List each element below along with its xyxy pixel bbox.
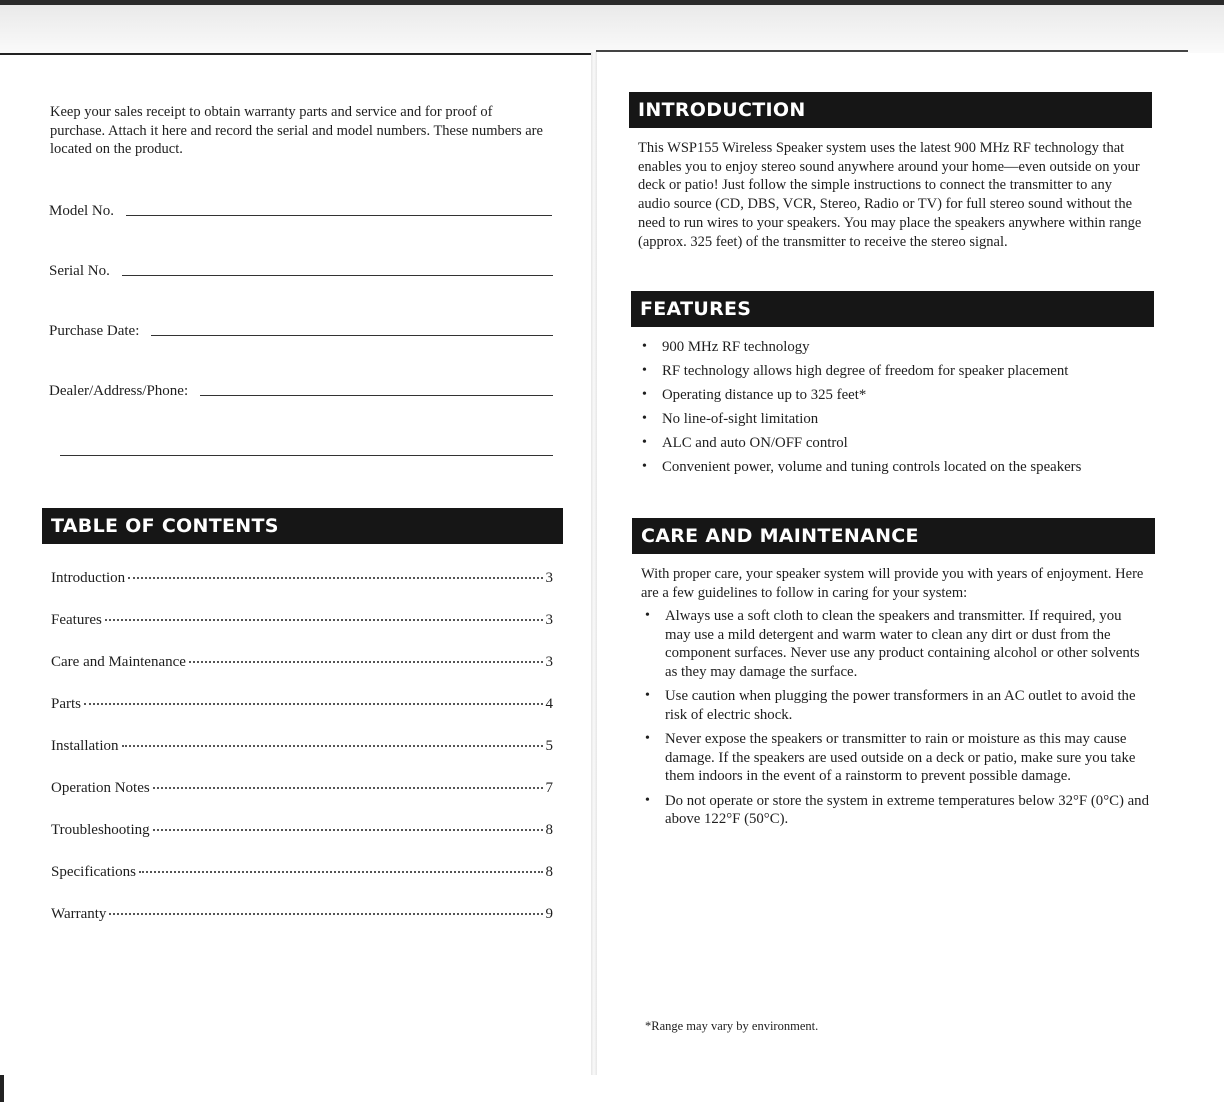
feature-item: • RF technology allows high degree of freedom for speaker placement [640,362,1145,381]
toc-entry-title: Care and Maintenance [51,654,186,670]
feature-item: • No line-of-sight limitation [640,410,1145,429]
toc-leader [109,913,542,915]
scan-left-edge [0,1075,4,1102]
toc-entry-title: Specifications [51,864,136,880]
toc-entry-page: 8 [545,822,553,838]
toc-entry-page: 4 [545,696,553,712]
model-number-field[interactable] [49,198,552,220]
toc-entry-title: Operation Notes [51,780,150,796]
toc-entry-title: Introduction [51,570,126,586]
toc-entry[interactable] [51,822,553,839]
care-intro-text: With proper care, your speaker system will provide you with years of enjoyment. Here are a few guidelines to follow in caring for your system: [641,566,1144,601]
page-gutter [591,52,597,1075]
field-label: Purchase Date: [49,323,140,339]
write-line[interactable] [151,335,553,336]
care-item: • Never expose the speakers or transmitter to rain or moisture as this may cause damage. If the speakers are used outside on a deck or patio, make sure you take them indoors in the event of a rainstorm to prevent possible damage. [643,730,1149,786]
toc-entry[interactable] [51,612,553,629]
toc-entry-page: 3 [545,612,553,628]
features-heading: FEATURES [631,291,1154,327]
feature-item: • ALC and auto ON/OFF control [640,434,1145,453]
toc-entry-page: 3 [545,654,553,670]
feature-item: • Operating distance up to 325 feet* [640,386,1145,405]
toc-leader [105,619,543,621]
toc-leader [122,745,543,747]
range-footnote: *Range may vary by environment. [645,1019,819,1033]
toc-entry-page: 5 [545,738,553,754]
introduction-heading: INTRODUCTION [629,92,1152,128]
toc-heading: TABLE OF CONTENTS [42,508,563,544]
toc-entry[interactable] [51,780,553,797]
care-item: • Use caution when plugging the power transformers in an AC outlet to avoid the risk of electric shock. [643,687,1149,724]
toc-entry[interactable] [51,864,553,881]
toc-entry[interactable] [51,654,553,671]
toc-entry-page: 9 [545,906,553,922]
serial-number-field[interactable] [49,258,553,280]
toc-entry-title: Warranty [51,906,107,922]
toc-entry-title: Parts [51,696,81,712]
toc-entry[interactable] [51,906,553,923]
dealer-field[interactable] [49,378,553,400]
toc-entry-page: 7 [545,780,553,796]
toc-entry-title: Installation [51,738,119,754]
dealer-extra-line[interactable] [60,455,553,456]
toc-leader [153,829,543,831]
toc-leader [189,661,543,663]
write-line[interactable] [122,275,553,276]
toc-entry[interactable] [51,696,553,713]
write-line[interactable] [200,395,553,396]
introduction-text: This WSP155 Wireless Speaker system uses the latest 900 MHz RF technology that enables you to enjoy stereo sound anywhere around your home—even outside on your deck or patio! Just follow the simple instructions to connect the transmitter to any audio source (CD, DBS, VCR, Stereo, Radio or TV) for full stereo sound without the need to run wires to your speakers. You may place the speakers anywhere within range (approx. 325 feet) of the transmitter to receive the stereo signal. [638,140,1142,250]
features-list [640,338,1145,477]
receipt-instructions: Keep your sales receipt to obtain warranty parts and service and for proof of purchase. Attach it here and record the serial and model numbers. These numbers are located on the product. [50,104,543,157]
toc-entry-title: Features [51,612,102,628]
scan-shadow [0,5,1224,53]
purchase-date-field[interactable] [49,318,553,340]
field-label: Serial No. [49,263,110,279]
care-item: • Do not operate or store the system in extreme temperatures below 32°F (0°C) and above 122°F (50°C). [643,792,1149,829]
toc-leader [153,787,543,789]
toc-leader [139,871,543,873]
feature-item: • Convenient power, volume and tuning controls located on the speakers [640,458,1082,477]
toc-entry-title: Troubleshooting [51,822,150,838]
toc-entry[interactable] [51,570,553,587]
toc-entry[interactable] [51,738,553,755]
care-maintenance-heading: CARE AND MAINTENANCE [632,518,1155,554]
toc-leader [128,577,542,579]
field-label: Dealer/Address/Phone: [49,383,189,399]
toc-entry-page: 8 [545,864,553,880]
care-item: • Always use a soft cloth to clean the speakers and transmitter. If required, you may use a mild detergent and warm water to clean any dirt or dust from the component surfaces. Never use any product containing alcohol or other solvents as they may damage the surface. [643,607,1149,681]
toc-entry-page: 3 [545,570,553,586]
field-label: Model No. [49,203,114,219]
care-list [643,607,1149,829]
feature-item: • 900 MHz RF technology [640,338,1145,357]
toc-leader [84,703,543,705]
write-line[interactable] [126,215,552,216]
